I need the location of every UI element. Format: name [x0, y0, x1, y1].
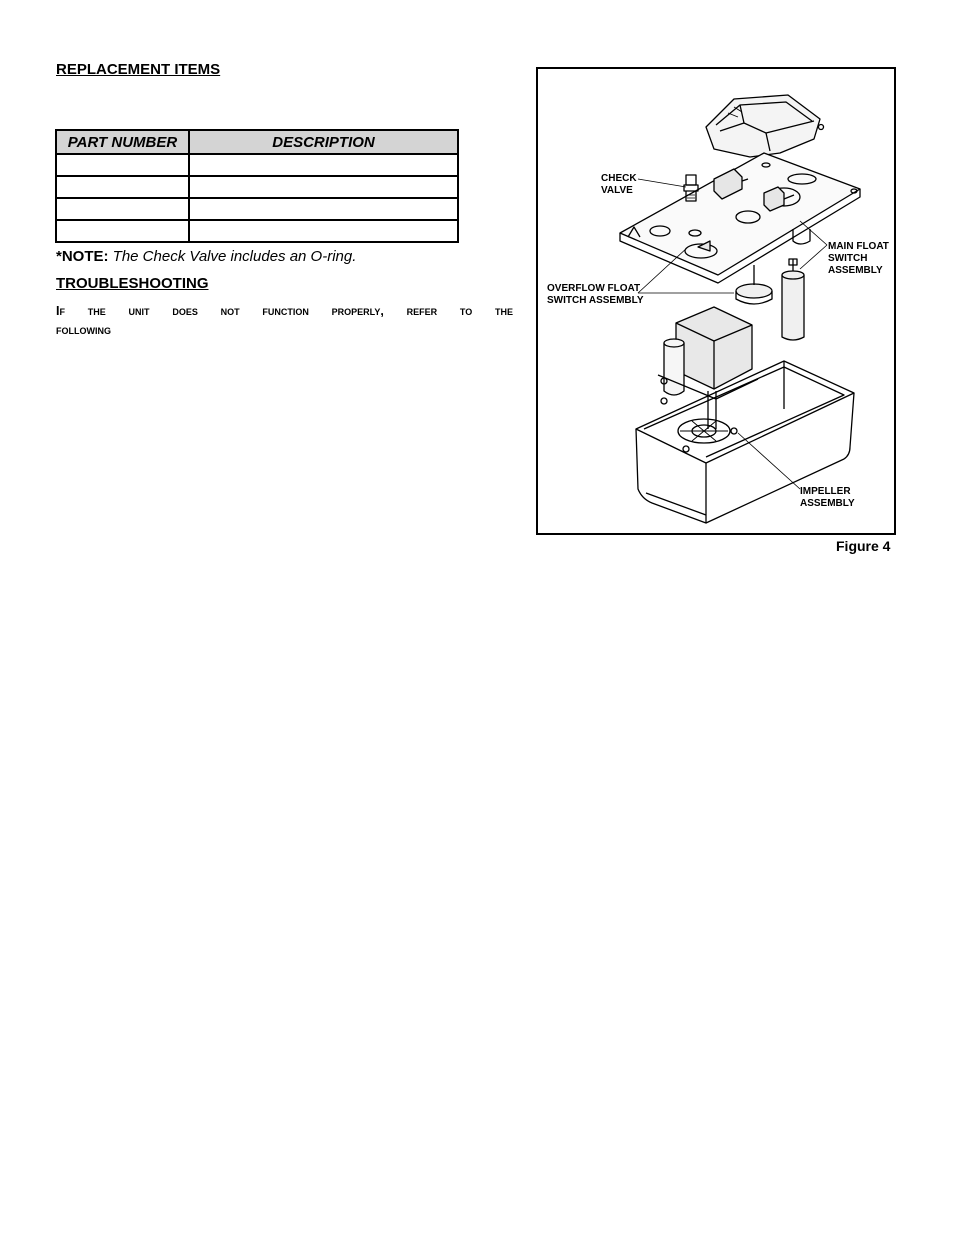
- description-cell: [189, 176, 458, 198]
- description-cell: [189, 220, 458, 242]
- overflow-float-label-line-2: SWITCH ASSEMBLY: [547, 295, 644, 306]
- description-header: DESCRIPTION: [189, 130, 458, 154]
- overflow-float-drawing: [736, 265, 772, 304]
- part-number-cell: [56, 198, 189, 220]
- replacement-parts-table: [55, 129, 459, 243]
- main-float-label-line-2: SWITCH: [828, 253, 868, 264]
- description-cell: [189, 154, 458, 176]
- check-valve-label-line-1: CHECK: [601, 173, 637, 184]
- main-float-label-line-3: ASSEMBLY: [828, 265, 883, 276]
- impeller-label-line-2: ASSEMBLY: [800, 498, 855, 509]
- main-float-label-line-1: MAIN FLOAT: [828, 241, 889, 252]
- troubleshooting-heading: TROUBLESHOOTING: [56, 275, 209, 292]
- table-row: [56, 154, 458, 176]
- motor-drawing: [658, 307, 758, 429]
- troubleshooting-line-1: If the unit does not function properly, refer to the: [56, 304, 513, 318]
- replacement-items-heading: REPLACEMENT ITEMS: [56, 61, 221, 78]
- overflow-float-label-line-1: OVERFLOW FLOAT: [547, 283, 641, 294]
- table-header-row: [56, 130, 458, 154]
- table-row: [56, 176, 458, 198]
- main-float-drawing: [782, 259, 804, 340]
- table-row: [56, 220, 458, 242]
- pump-cover-drawing: [706, 95, 824, 157]
- part-number-cell: [56, 154, 189, 176]
- impeller-label-line-1: IMPELLER: [800, 486, 851, 497]
- figure-caption: Figure 4: [836, 538, 891, 554]
- check-valve-note: [56, 248, 356, 265]
- troubleshooting-line-2: following: [56, 323, 111, 337]
- check-valve-label-line-2: VALVE: [601, 185, 633, 196]
- pump-exploded-view-drawing: [538, 69, 894, 533]
- note-label: *NOTE:: [56, 248, 109, 265]
- part-number-header: PART NUMBER: [56, 130, 189, 154]
- troubleshooting-paragraph: [56, 302, 513, 340]
- part-number-cell: [56, 176, 189, 198]
- note-text: The Check Valve includes an O-ring.: [112, 248, 357, 265]
- figure-4-illustration: [536, 67, 896, 535]
- top-plate-drawing: [620, 153, 860, 283]
- part-number-cell: [56, 220, 189, 242]
- table-row: [56, 198, 458, 220]
- description-cell: [189, 198, 458, 220]
